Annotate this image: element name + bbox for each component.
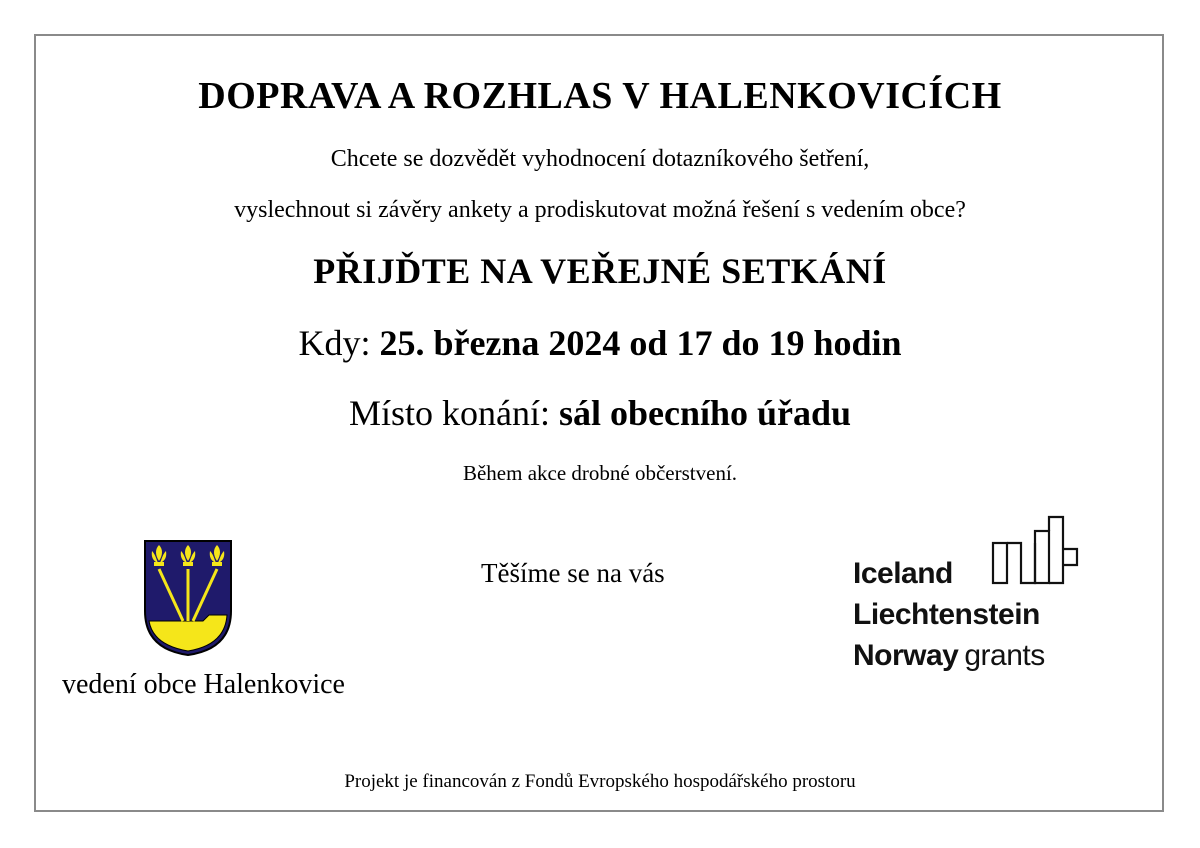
where-label: Místo konání: (348, 393, 559, 433)
where-value: sál obecního úřadu (558, 393, 852, 433)
grants-word: grants (964, 639, 1045, 672)
grants-line-iceland: Iceland (853, 557, 953, 590)
eea-grants-logo (853, 515, 1093, 685)
funding-note: Projekt je financován z Fondů Evropského hospodářského prostoru (344, 771, 856, 792)
call-to-action: PŘIJĎTE NA VEŘEJNÉ SETKÁNÍ (313, 251, 887, 291)
refreshments-note: Během akce drobné občerstvení. (462, 461, 738, 485)
coat-of-arms-icon (143, 539, 233, 657)
when-label: Kdy: (298, 323, 380, 363)
event-date (0, 322, 1200, 364)
event-place (0, 392, 1200, 434)
grants-line-norway (853, 639, 1045, 673)
grants-norway: Norway (853, 639, 959, 672)
eea-grants-mark-icon (991, 515, 1085, 587)
question-line-1: Chcete se dozvědět vyhodnocení dotazníkového šetření, (330, 146, 870, 172)
signature: vedení obce Halenkovice (62, 669, 345, 700)
poster-title: DOPRAVA A ROZHLAS V HALENKOVICÍCH (198, 75, 1002, 117)
greeting: Těšíme se na vás (481, 558, 665, 588)
grants-line-liechtenstein: Liechtenstein (853, 598, 1040, 631)
question-line-2: vyslechnout si závěry ankety a prodiskutovat možná řešení s vedením obce? (234, 197, 966, 223)
when-value: 25. března 2024 od 17 do 19 hodin (379, 323, 902, 363)
